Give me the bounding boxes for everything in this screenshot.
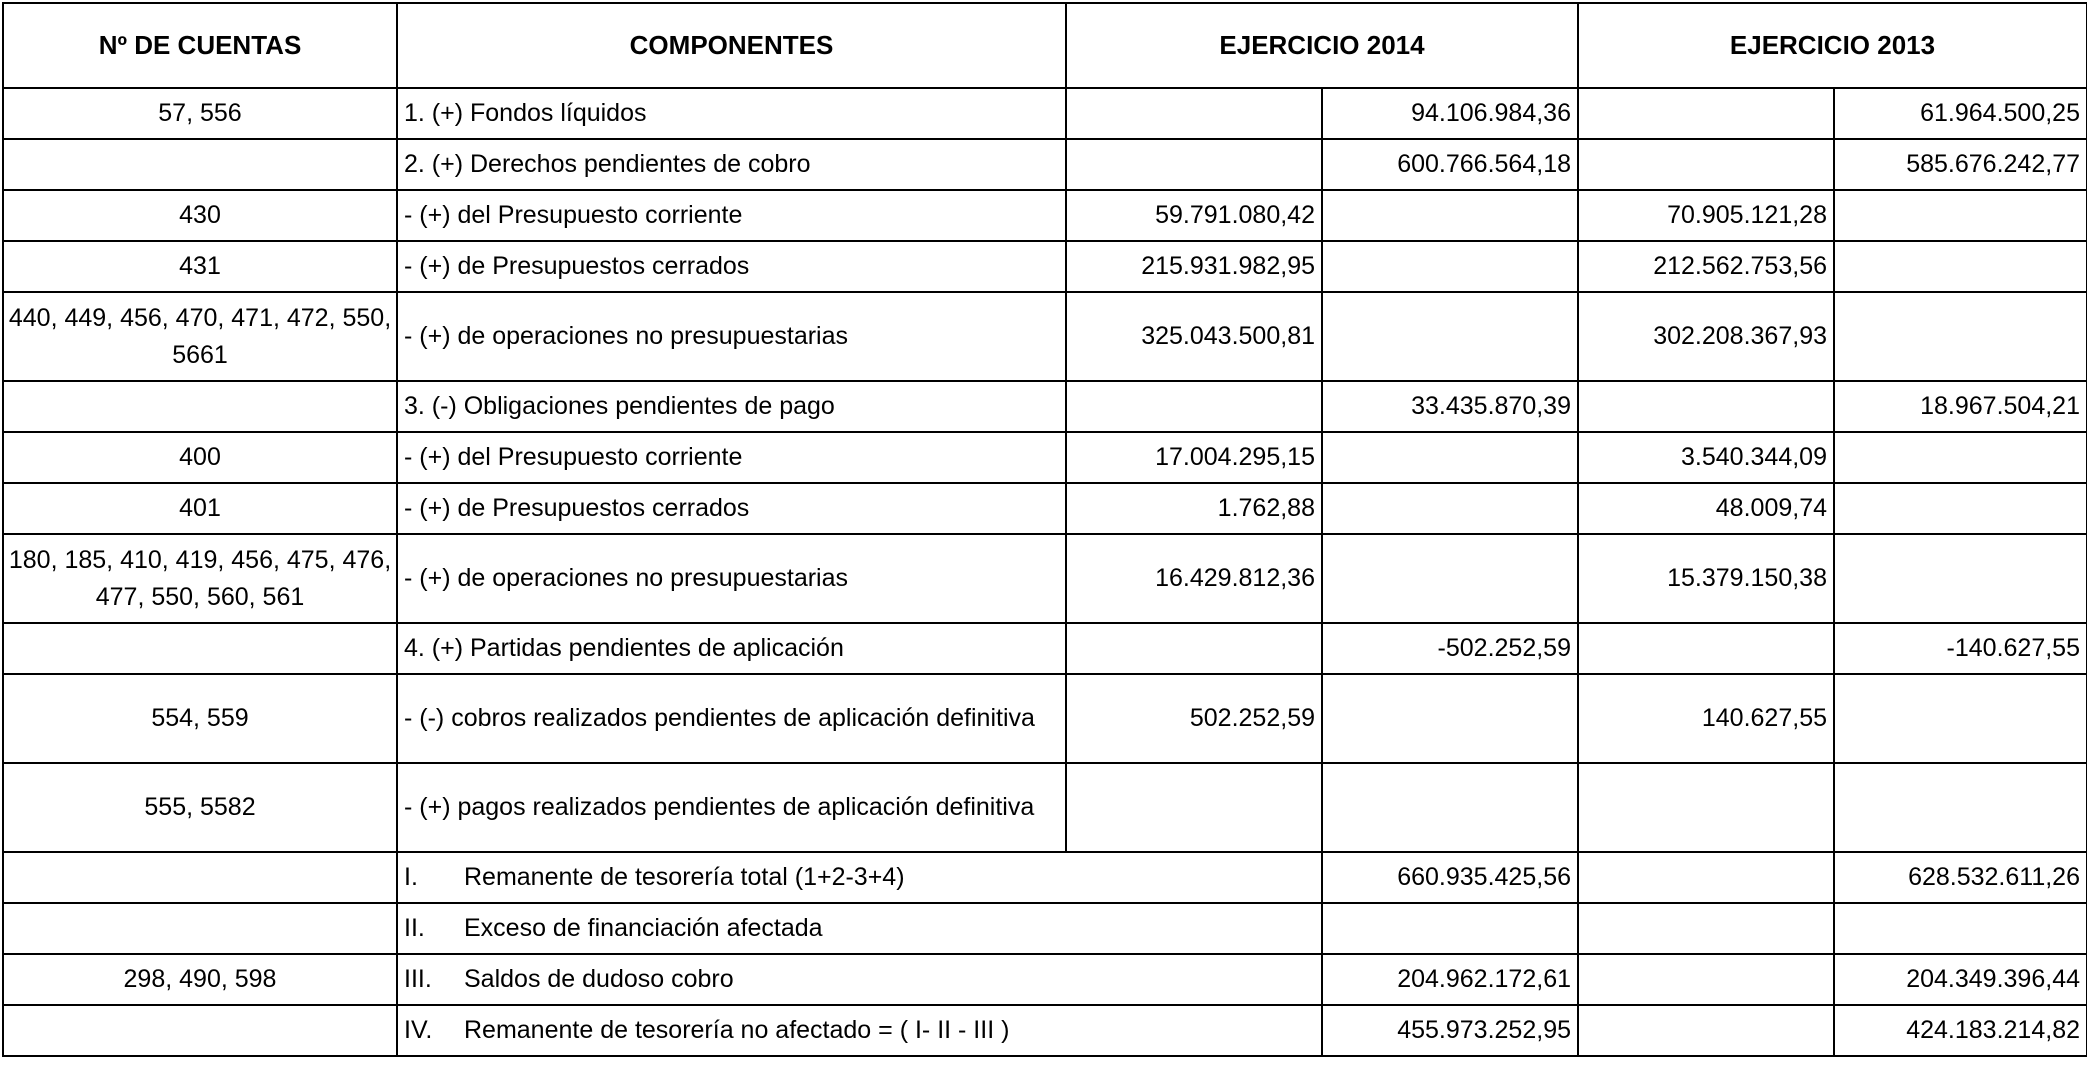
component-cell: - (+) de operaciones no presupuestarias bbox=[397, 292, 1066, 381]
y2013-partial-cell bbox=[1578, 139, 1834, 190]
y2014-total-cell: 204.962.172,61 bbox=[1322, 954, 1578, 1005]
y2014-partial-cell: 17.004.295,15 bbox=[1066, 432, 1322, 483]
header-components: COMPONENTES bbox=[397, 3, 1066, 88]
table-row bbox=[3, 190, 2087, 241]
component-cell: - (+) de Presupuestos cerrados bbox=[397, 483, 1066, 534]
accounts-cell bbox=[3, 623, 397, 674]
y2013-total-cell bbox=[1834, 292, 2087, 381]
y2013-partial-cell bbox=[1578, 903, 1834, 954]
component-cell: - (+) pagos realizados pendientes de aplicación definitiva bbox=[397, 763, 1066, 852]
y2014-total-cell: -502.252,59 bbox=[1322, 623, 1578, 674]
y2013-total-cell: 204.349.396,44 bbox=[1834, 954, 2087, 1005]
component-cell: 3. (-) Obligaciones pendientes de pago bbox=[397, 381, 1066, 432]
y2013-total-cell bbox=[1834, 903, 2087, 954]
summary-row bbox=[3, 852, 2087, 903]
y2014-total-cell: 33.435.870,39 bbox=[1322, 381, 1578, 432]
component-cell: - (+) del Presupuesto corriente bbox=[397, 190, 1066, 241]
table-row bbox=[3, 292, 2087, 381]
component-cell: - (+) de operaciones no presupuestarias bbox=[397, 534, 1066, 623]
y2013-total-cell bbox=[1834, 483, 2087, 534]
y2013-partial-cell bbox=[1578, 381, 1834, 432]
summary-label-cell bbox=[397, 852, 1322, 903]
y2013-total-cell bbox=[1834, 190, 2087, 241]
y2013-partial-cell: 70.905.121,28 bbox=[1578, 190, 1834, 241]
summary-label-cell bbox=[397, 903, 1322, 954]
component-cell: - (-) cobros realizados pendientes de aplicación definitiva bbox=[397, 674, 1066, 763]
accounts-cell: 180, 185, 410, 419, 456, 475, 476, 477, 550, 560, 561 bbox=[3, 534, 397, 623]
summary-label: Remanente de tesorería total (1+2-3+4) bbox=[464, 863, 905, 891]
y2014-partial-cell bbox=[1066, 763, 1322, 852]
y2014-partial-cell bbox=[1066, 623, 1322, 674]
accounts-cell: 430 bbox=[3, 190, 397, 241]
header-year-2014: EJERCICIO 2014 bbox=[1066, 3, 1578, 88]
y2013-partial-cell: 212.562.753,56 bbox=[1578, 241, 1834, 292]
y2013-total-cell: 424.183.214,82 bbox=[1834, 1005, 2087, 1056]
table-row bbox=[3, 139, 2087, 190]
summary-label: Exceso de financiación afectada bbox=[464, 914, 823, 942]
summary-numeral: III. bbox=[404, 965, 432, 993]
y2014-total-cell bbox=[1322, 903, 1578, 954]
y2014-total-cell: 600.766.564,18 bbox=[1322, 139, 1578, 190]
y2013-total-cell: 18.967.504,21 bbox=[1834, 381, 2087, 432]
y2014-total-cell bbox=[1322, 190, 1578, 241]
y2014-total-cell bbox=[1322, 241, 1578, 292]
y2014-partial-cell: 59.791.080,42 bbox=[1066, 190, 1322, 241]
y2013-total-cell: -140.627,55 bbox=[1834, 623, 2087, 674]
summary-row bbox=[3, 1005, 2087, 1056]
accounts-cell: 554, 559 bbox=[3, 674, 397, 763]
table-row bbox=[3, 623, 2087, 674]
y2014-partial-cell bbox=[1066, 139, 1322, 190]
header-year-2013: EJERCICIO 2013 bbox=[1578, 3, 2087, 88]
table-row bbox=[3, 483, 2087, 534]
table-row bbox=[3, 534, 2087, 623]
component-cell: 2. (+) Derechos pendientes de cobro bbox=[397, 139, 1066, 190]
y2013-total-cell bbox=[1834, 534, 2087, 623]
summary-label: Remanente de tesorería no afectado = ( I- II - III ) bbox=[464, 1016, 1010, 1044]
y2013-total-cell bbox=[1834, 432, 2087, 483]
accounts-cell: 298, 490, 598 bbox=[3, 954, 397, 1005]
summary-label: Saldos de dudoso cobro bbox=[464, 965, 734, 993]
y2014-total-cell bbox=[1322, 432, 1578, 483]
y2013-partial-cell bbox=[1578, 954, 1834, 1005]
header-accounts: Nº DE CUENTAS bbox=[3, 3, 397, 88]
component-cell: 4. (+) Partidas pendientes de aplicación bbox=[397, 623, 1066, 674]
y2013-partial-cell bbox=[1578, 852, 1834, 903]
y2013-partial-cell bbox=[1578, 1005, 1834, 1056]
y2013-partial-cell: 15.379.150,38 bbox=[1578, 534, 1834, 623]
summary-label-cell bbox=[397, 954, 1322, 1005]
y2014-total-cell: 455.973.252,95 bbox=[1322, 1005, 1578, 1056]
summary-row bbox=[3, 954, 2087, 1005]
accounts-cell bbox=[3, 1005, 397, 1056]
y2013-partial-cell: 302.208.367,93 bbox=[1578, 292, 1834, 381]
y2014-partial-cell bbox=[1066, 381, 1322, 432]
y2014-total-cell bbox=[1322, 534, 1578, 623]
accounts-cell: 440, 449, 456, 470, 471, 472, 550, 5661 bbox=[3, 292, 397, 381]
y2014-total-cell: 660.935.425,56 bbox=[1322, 852, 1578, 903]
y2013-total-cell: 585.676.242,77 bbox=[1834, 139, 2087, 190]
table-row bbox=[3, 674, 2087, 763]
y2014-partial-cell: 16.429.812,36 bbox=[1066, 534, 1322, 623]
component-cell: - (+) del Presupuesto corriente bbox=[397, 432, 1066, 483]
component-cell: 1. (+) Fondos líquidos bbox=[397, 88, 1066, 139]
accounts-cell bbox=[3, 852, 397, 903]
y2014-total-cell bbox=[1322, 763, 1578, 852]
table-row bbox=[3, 763, 2087, 852]
y2013-total-cell bbox=[1834, 241, 2087, 292]
component-cell: - (+) de Presupuestos cerrados bbox=[397, 241, 1066, 292]
y2014-partial-cell: 502.252,59 bbox=[1066, 674, 1322, 763]
summary-numeral: I. bbox=[404, 863, 418, 891]
y2013-total-cell: 61.964.500,25 bbox=[1834, 88, 2087, 139]
y2014-total-cell bbox=[1322, 292, 1578, 381]
y2014-total-cell bbox=[1322, 674, 1578, 763]
table-row bbox=[3, 432, 2087, 483]
summary-row bbox=[3, 903, 2087, 954]
table-row bbox=[3, 381, 2087, 432]
summary-numeral: II. bbox=[404, 914, 425, 942]
y2013-partial-cell bbox=[1578, 623, 1834, 674]
table-row bbox=[3, 88, 2087, 139]
y2014-partial-cell bbox=[1066, 88, 1322, 139]
y2013-partial-cell bbox=[1578, 88, 1834, 139]
y2014-partial-cell: 325.043.500,81 bbox=[1066, 292, 1322, 381]
accounts-cell bbox=[3, 381, 397, 432]
y2014-total-cell: 94.106.984,36 bbox=[1322, 88, 1578, 139]
accounts-cell: 431 bbox=[3, 241, 397, 292]
accounts-cell bbox=[3, 903, 397, 954]
remanente-tesoreria-table bbox=[2, 2, 2087, 1057]
table-row bbox=[3, 241, 2087, 292]
accounts-cell: 57, 556 bbox=[3, 88, 397, 139]
summary-numeral: IV. bbox=[404, 1016, 433, 1044]
y2013-total-cell bbox=[1834, 674, 2087, 763]
summary-label-cell bbox=[397, 1005, 1322, 1056]
y2013-partial-cell: 3.540.344,09 bbox=[1578, 432, 1834, 483]
accounts-cell: 555, 5582 bbox=[3, 763, 397, 852]
y2013-partial-cell: 48.009,74 bbox=[1578, 483, 1834, 534]
y2014-partial-cell: 215.931.982,95 bbox=[1066, 241, 1322, 292]
accounts-cell bbox=[3, 139, 397, 190]
y2013-partial-cell bbox=[1578, 763, 1834, 852]
accounts-cell: 400 bbox=[3, 432, 397, 483]
y2013-total-cell: 628.532.611,26 bbox=[1834, 852, 2087, 903]
y2013-total-cell bbox=[1834, 763, 2087, 852]
accounts-cell: 401 bbox=[3, 483, 397, 534]
y2014-partial-cell: 1.762,88 bbox=[1066, 483, 1322, 534]
y2013-partial-cell: 140.627,55 bbox=[1578, 674, 1834, 763]
y2014-total-cell bbox=[1322, 483, 1578, 534]
header-row bbox=[3, 3, 2087, 88]
